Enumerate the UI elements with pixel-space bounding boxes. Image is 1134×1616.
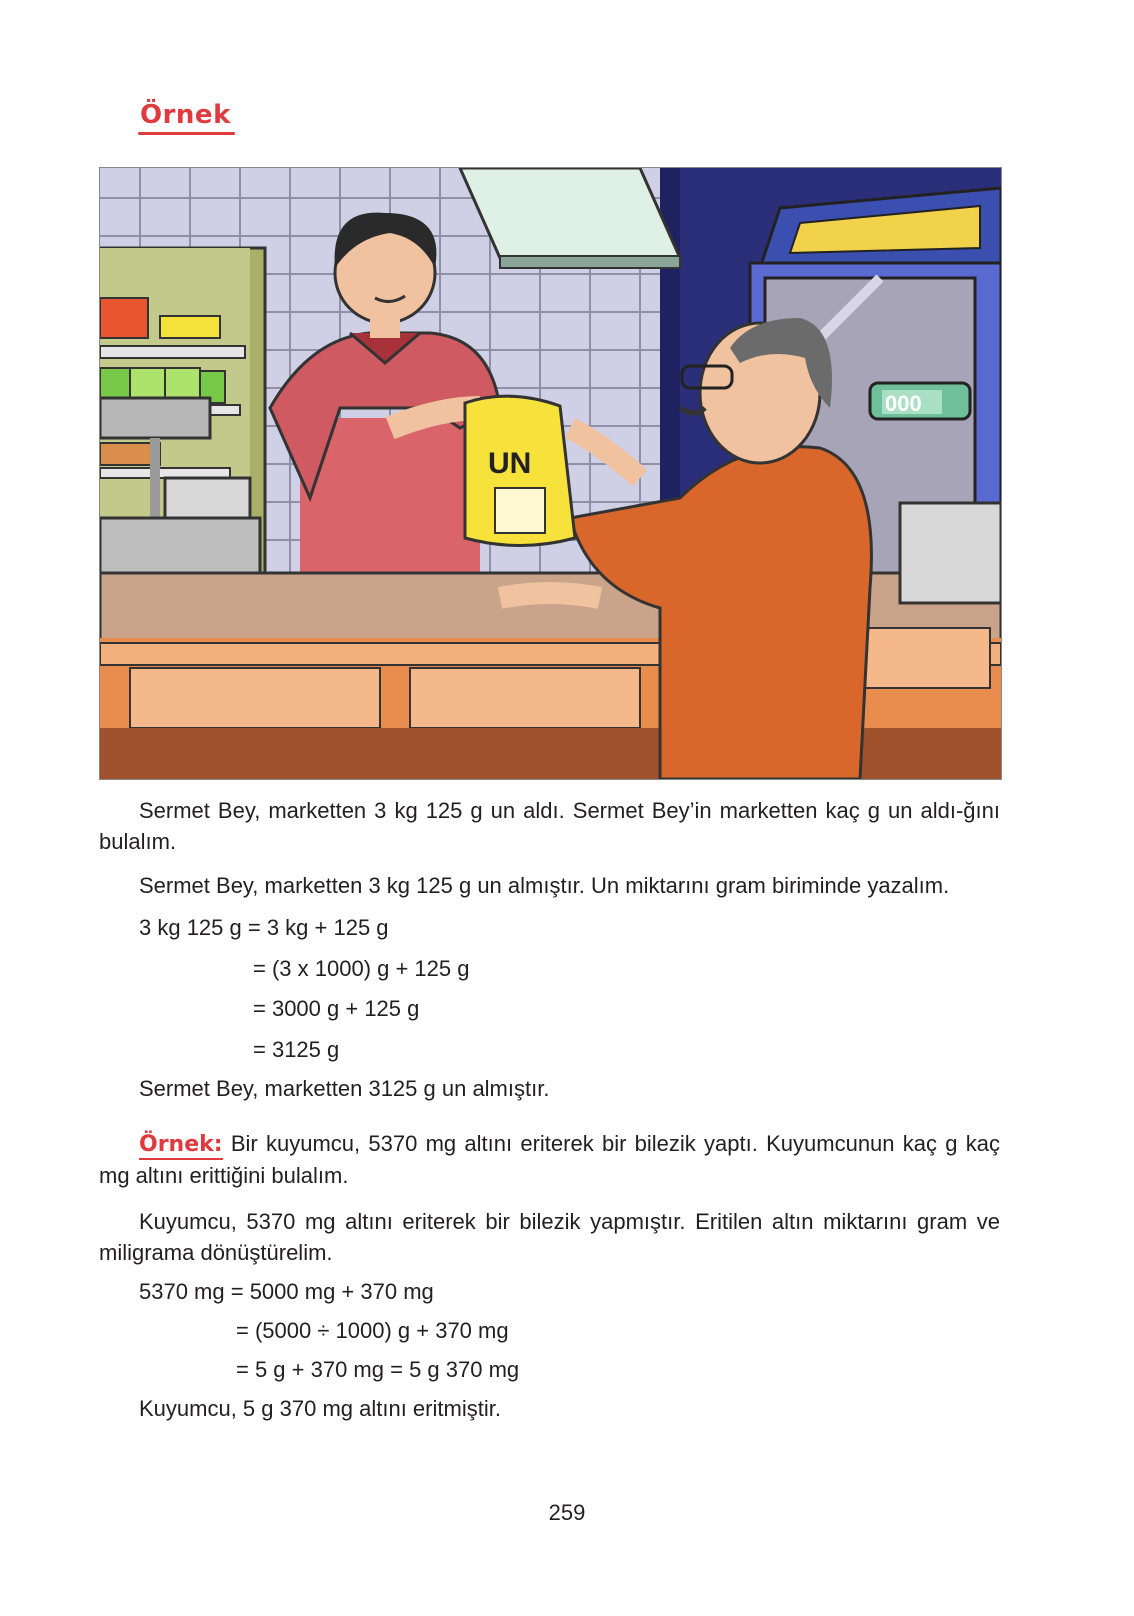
example1-equation-line3: = 3000 g + 125 g — [253, 996, 420, 1021]
example1-paragraph2 — [99, 870, 1000, 901]
example2-p1-text: Bir kuyumcu, 5370 mg altını eriterek bir bilezik yaptı. Kuyumcunun kaç g kaç mg altını erittiğini bulalım. — [99, 1131, 1000, 1188]
shop-illustration — [99, 167, 1002, 780]
example1-equation-line1: 3 kg 125 g = 3 kg + 125 g — [139, 915, 389, 940]
example1-paragraph1 — [99, 795, 1000, 857]
example1-equation-line4: = 3125 g — [253, 1037, 340, 1062]
example-heading-text: Örnek — [140, 100, 231, 130]
example-heading — [140, 100, 231, 130]
example2-p2-text: Kuyumcu, 5370 mg altını eriterek bir bilezik yapmıştır. Eritilen altın miktarını gram ve miligrama dönüştürelim. — [99, 1209, 1000, 1265]
example2-conclusion: Kuyumcu, 5 g 370 mg altını eritmiştir. — [139, 1396, 501, 1421]
example2-label: Örnek: — [139, 1132, 223, 1157]
example2-equation-line2: = (5000 ÷ 1000) g + 370 mg — [236, 1318, 509, 1343]
flour-bag-label: UN — [488, 447, 532, 480]
example2-paragraph2 — [99, 1206, 1000, 1268]
example1-conclusion: Sermet Bey, marketten 3125 g un almıştır. — [139, 1076, 550, 1101]
heading-underline — [138, 132, 235, 135]
example2-paragraph1 — [99, 1128, 1000, 1191]
page-number: 259 — [548, 1500, 586, 1525]
scale-display-text: 000 — [885, 391, 922, 416]
example2-equation-line1: 5370 mg = 5000 mg + 370 mg — [139, 1279, 434, 1304]
example1-equation-line2: = (3 x 1000) g + 125 g — [253, 956, 470, 981]
example1-p2-text: Sermet Bey, marketten 3 kg 125 g un almıştır. Un miktarını gram biriminde yazalım. — [139, 873, 950, 898]
example1-p1-text: Sermet Bey, marketten 3 kg 125 g un aldı. Sermet Bey’in marketten kaç g un aldı-ğını bulalım. — [99, 798, 1000, 854]
example2-equation-line3: = 5 g + 370 mg = 5 g 370 mg — [236, 1357, 520, 1382]
